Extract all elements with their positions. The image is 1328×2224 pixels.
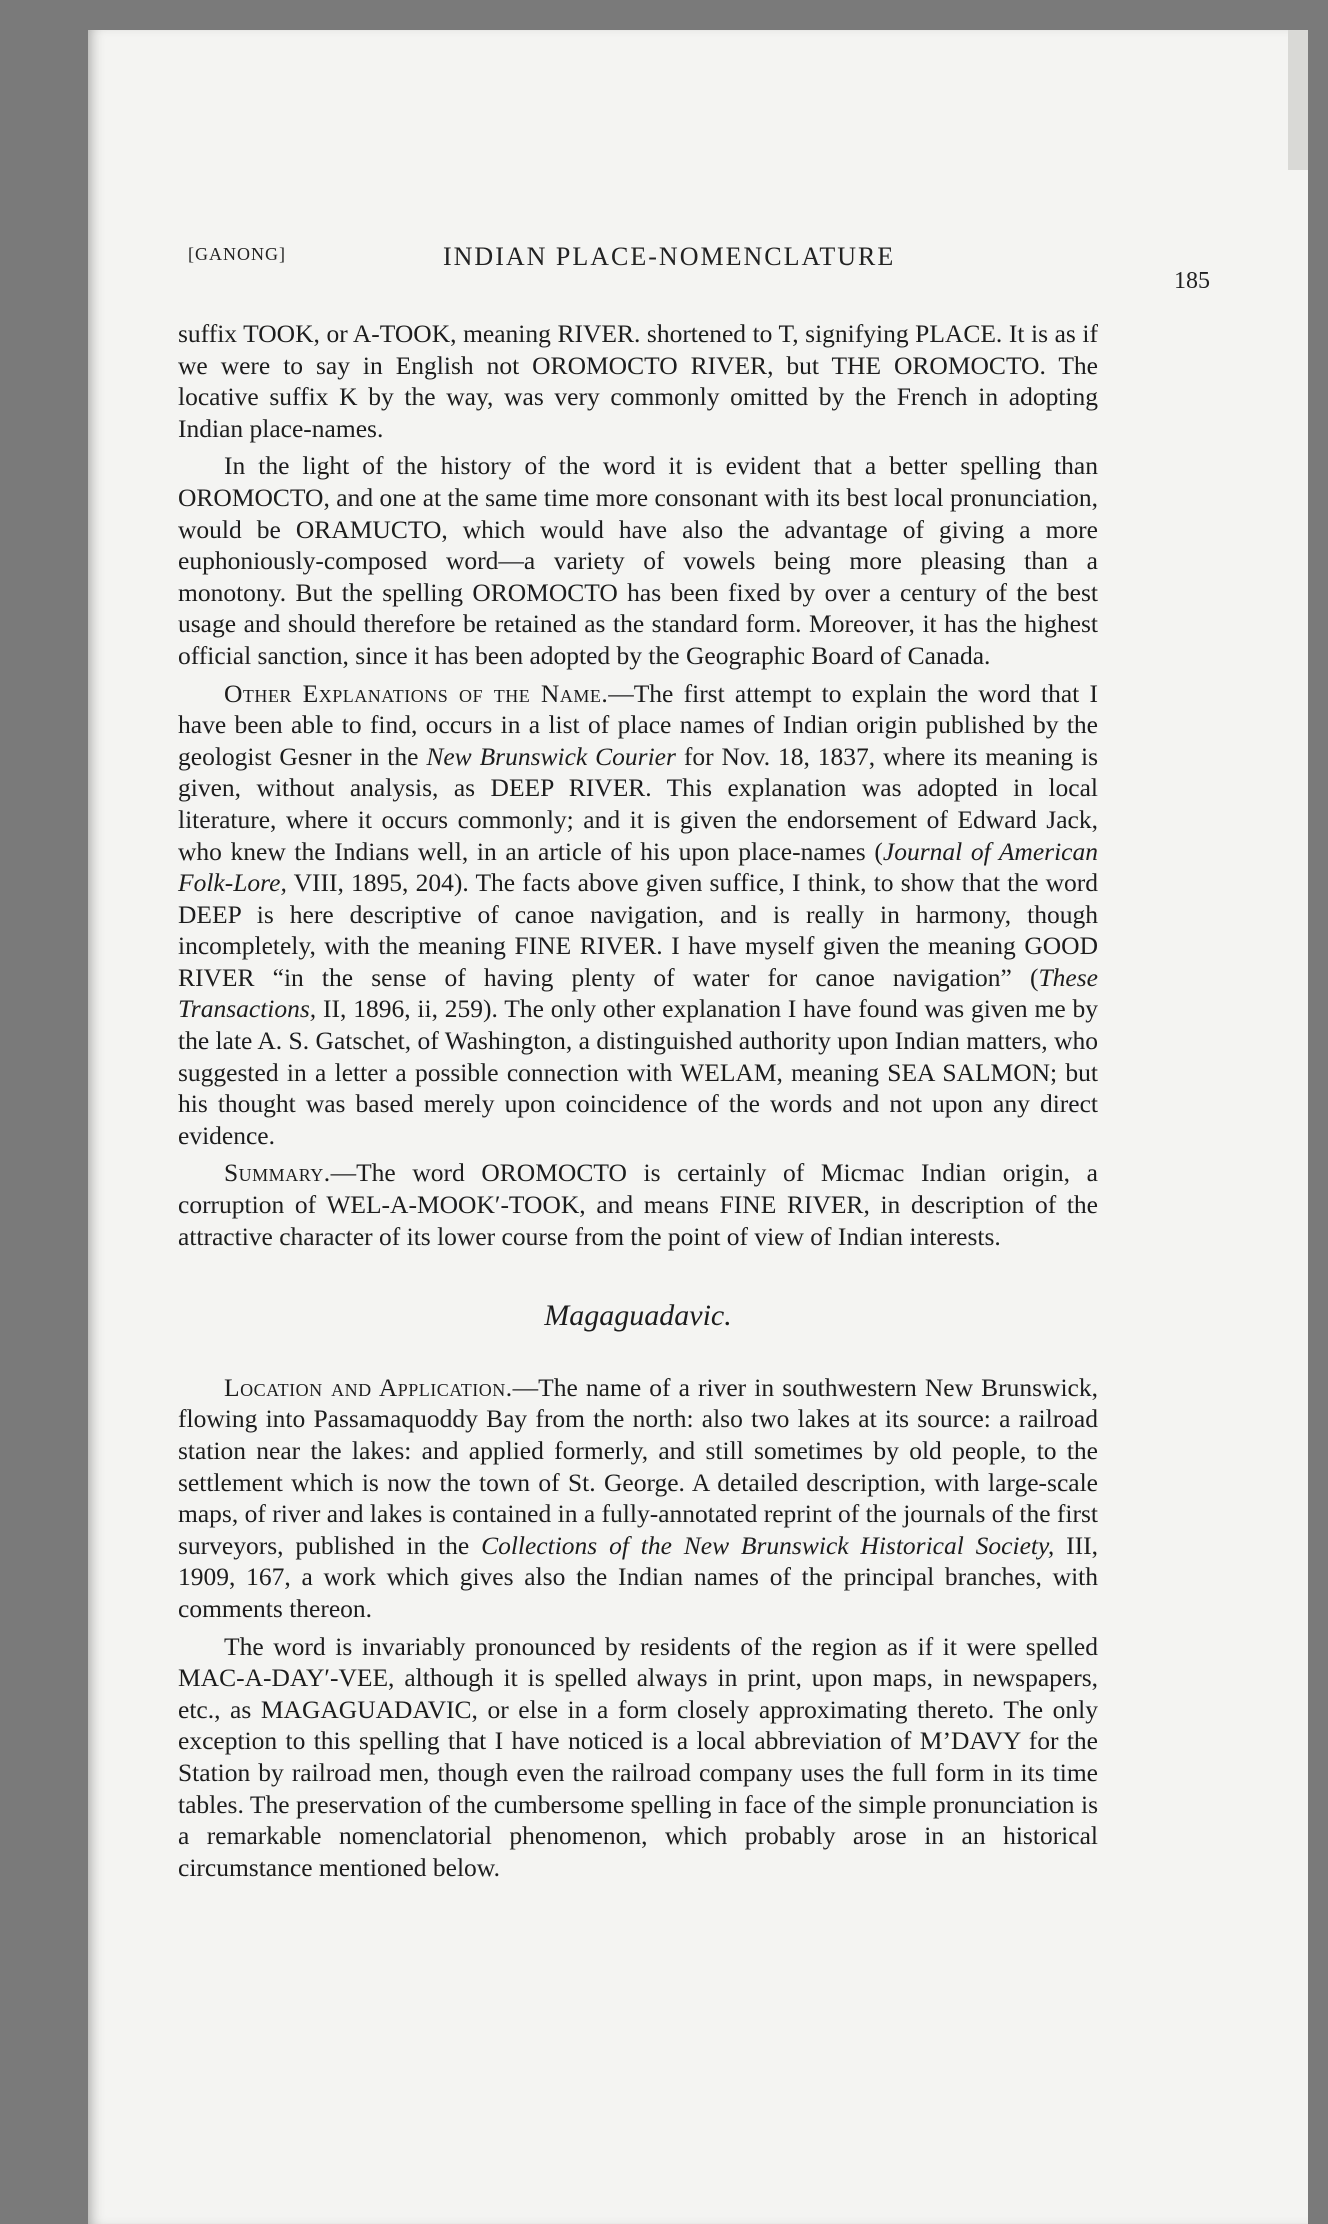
paragraph-2: In the light of the history of the word it is evident that a better spelling than OROMOCTO, and one at the same time more consonant with its best local pronunciation, would be ORAMUCTO, which would have also the advantage of giving a more euphoniously-composed word—a variety of vowels being more pleasing than a monotony. But the spelling OROMOCTO has been fixed by over a century of the best usage and should therefore be retained as the standard form. Moreover, it has the highest official sanction, since it has been adopted by the Geographic Board of Canada. (178, 451, 1098, 670)
text-run: —The word OROMOCTO is certainly of Micmac Indian origin, a corruption of WEL-A-MOOK′-TOOK, and means FINE RIVER, in description of the attractive character of its lower course from the point of view of Indian interests. (178, 1158, 1098, 1251)
paragraph-other-explanations (178, 678, 1098, 1152)
run-in-heading-location: Location and Application. (224, 1372, 513, 1402)
run-in-heading-other-explanations: Other Explanations of the Name. (224, 678, 609, 708)
citation-courier: New Brunswick Courier (426, 741, 676, 771)
run-in-heading-summary: Summary. (224, 1158, 331, 1188)
text-run: III, 1909, 167, a work which gives also the Indian names of the principal branches, with comments thereon. (178, 1530, 1098, 1623)
text-run: —The name of a river in southwestern New Brunswick, flowing into Passamaquoddy Bay from the north: also two lakes at its source: a railroad station near the lakes: and applied formerly, and still sometimes by old people, to the settlement which is now the town of St. George. A detailed description, with large-scale maps, of river and lakes is contained in a fully-annotated reprint of the journals of the first surveyors, published in the (178, 1372, 1098, 1560)
page-edge (1288, 30, 1308, 170)
citation-folk-lore: Journal of American Folk-Lore, (178, 836, 1098, 898)
header-running-title: INDIAN PLACE-NOMENCLATURE (443, 242, 896, 271)
header-author: [GANONG] (188, 244, 286, 264)
body-text (178, 318, 1098, 1889)
page-number: 185 (1174, 268, 1210, 294)
text-run: II, 1896, ii, 259). The only other explanation I have found was given me by the late A. S. Gatschet, of Washington, a distinguished authority upon Indian matters, who suggested in a letter a possible connection with WELAM, meaning SEA SALMON; but his thought was based merely upon coincidence of the words and not upon any direct evidence. (178, 994, 1098, 1150)
paragraph-1: suffix TOOK, or A-TOOK, meaning RIVER. shortened to T, signifying PLACE. It is as if we were to say in English not OROMOCTO RIVER, but THE OROMOCTO. The locative suffix K by the way, was very commonly omitted by the French in adopting Indian place-names. (178, 319, 1098, 443)
text-run: —The first attempt to explain the word that I have been able to find, occurs in a list of place names of Indian origin published by the geologist Gesner in the (178, 678, 1098, 771)
text-run: VIII, 1895, 204). The facts above given suffice, I think, to show that the word DEEP is here descriptive of canoe navigation, and is really in harmony, though incompletely, with the meaning FINE RIVER. I have myself given the meaning GOOD RIVER “in the sense of having plenty of water for canoe navigation” ( (178, 868, 1098, 992)
paragraph-summary (178, 1157, 1098, 1252)
citation-transactions: These Transactions, (178, 962, 1098, 1024)
paragraph-pronunciation: The word is invariably pronounced by residents of the region as if it were spelled MAC-A-DAY′-VEE, although it is spelled always in print, upon maps, in newspapers, etc., as MAGAGUADAVIC, or else in a form closely approximating thereto. The only exception to this spelling that I have noticed is a local abbreviation of M’DAVY for the Station by railroad men, though even the railroad company uses the full form in its time tables. The preservation of the cumbersome spelling in face of the simple pronunciation is a remarkable nomenclatorial phenomenon, which probably arose in an historical circumstance mentioned below. (178, 1631, 1098, 1882)
citation-collections: Collections of the New Brunswick Historical Society, (481, 1530, 1055, 1560)
running-header (188, 238, 1218, 308)
paragraph-location (178, 1372, 1098, 1625)
section-title: Magaguadavic. (544, 1299, 732, 1333)
text-run: for Nov. 18, 1837, where its meaning is given, without analysis, as DEEP RIVER. This explanation was adopted in local literature, where it occurs commonly; and it is given the endorsement of Edward Jack, who knew the Indians well, in an article of his upon place-names ( (178, 741, 1099, 866)
